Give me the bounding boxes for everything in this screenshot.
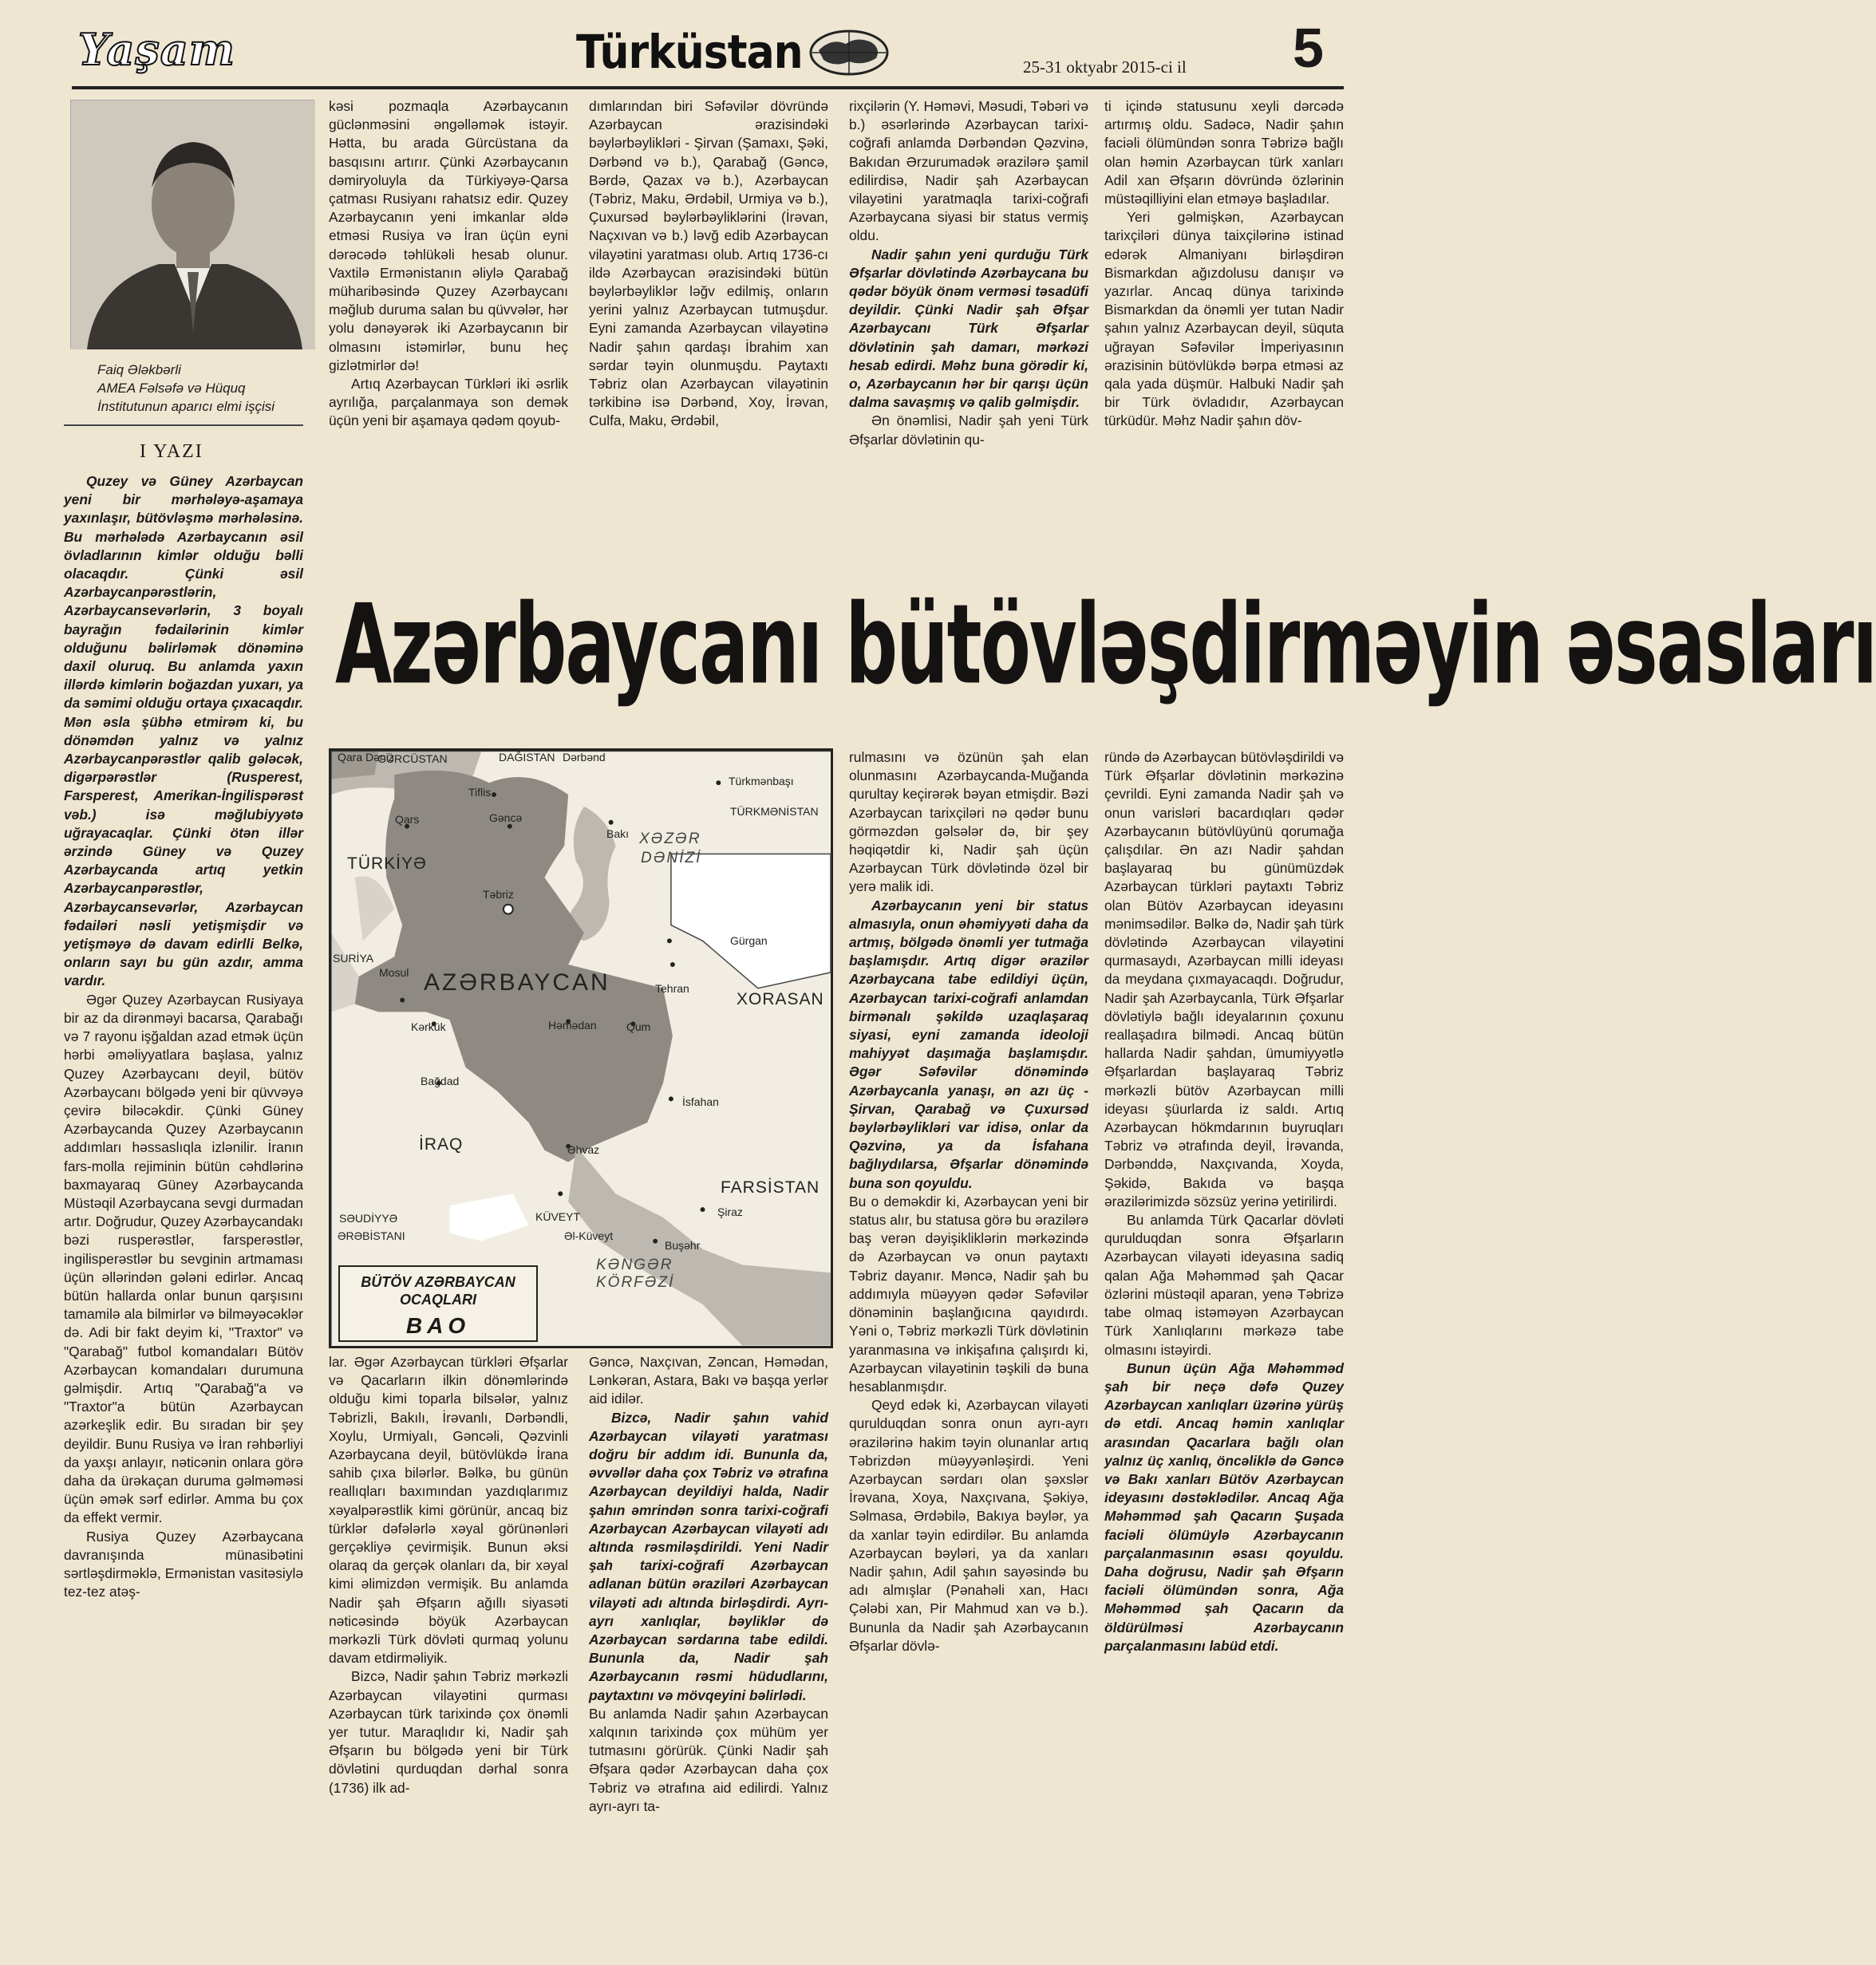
map-label-erebistani: ƏRƏBİSTANI	[338, 1229, 405, 1242]
page-number: 5	[1293, 17, 1324, 79]
map-label-azerbaycan: AZƏRBAYCAN	[424, 969, 610, 996]
map-label-xezer: XƏZƏR	[639, 831, 701, 847]
part-label: I YAZI	[140, 441, 203, 462]
map-figure	[329, 748, 833, 1348]
map-label-kenger: KƏNGƏR	[596, 1257, 673, 1273]
paragraph: ti içində statusunu xeyli dərcədə artırmış oldu. Sadəcə, Nadir şahın faciəli ölümündən sonra Təbrizə bağlı olan həmin Azərbaycan türk xanları Adil xan Əfşarın dövründə özlərinin müstəqilliyini elan etməyə başladılar.	[1104, 98, 1344, 207]
map-label-turkiye: TÜRKİYƏ	[347, 854, 427, 873]
map-label-korfezi: KÖRFƏZİ	[596, 1274, 675, 1291]
author-title-line2: İnstitutunun aparıcı elmi işçisi	[97, 399, 275, 414]
map-label-turkmenistan: TÜRKMƏNİSTAN	[730, 805, 819, 818]
map-label-gence: Gəncə	[489, 811, 523, 824]
paragraph: Bu o deməkdir ki, Azərbaycan yeni bir status alır, bu statusa görə bu ərazilərə baş verən dəyişikliklərin mərkəzində də Azərbaycan və onun paytaxtı Təbriz dayanır. Məncə, Nadir şah bu addımıyla müəyyən qədər Səfəvilər dönəminin başlanğıcına qayıdırdı. Yəni o, Təbriz mərkəzli Türk dövlətinin yaranmasına və inkişafına çalışırdı ki, Azərbaycan vilayətinin təşkili də buna hesablanmışdır.	[849, 1193, 1088, 1395]
paragraph: Ən önəmlisi, Nadir şah yeni Türk Əfşarlar dövlətinin qu-	[849, 412, 1088, 448]
paragraph: Bu anlamda Nadir şahın Azərbaycan xalqının tarixində çox mühüm yer tutmasını görürük. Çünki Nadir şah Əfşara qədər Azərbaycan daha çox Təbriz və ətrafına aid edilirdi. Yalnız ayrı-ayrı ta-	[589, 1705, 828, 1814]
masthead-title: Türküstan	[576, 26, 803, 80]
column-2-top	[329, 97, 568, 555]
paragraph: Əgər Quzey Azərbaycan Rusiyaya bir az da dirənməyi bacarsa, Qarabağı və 7 rayonu işğaldan azad etmək üçün hərbi əməliyyatlara başlasa, yalnız Quzey Azərbaycanı deyil, bütöv Azərbaycanı bölgədə yeni bir qüvvəyə çevirə biləcəkdir. Çünki Güney Azərbaycanda Quzey Azərbaycanın addımları həssaslıqla izlənilir. İranın fars-molla rejiminin bütün cəhdlərinə baxmayaraq Güney Azərbaycanda Müstəqil Azərbaycana sevgi durmadan artır. Doğrudur, Quzey Azərbaycandakı bəzi rusperəstlər, farsperəstlər, ingilisperəstlər bu sevginin artmaması üçün əllərindən gələni edirlər. Ancaq bütün hallarda onlar bunun qarşısını tamamilə ala bilmirlər və bilməyəcəklər də. Adi bir fakt deyim ki, "Traxtor" və "Qarabağ" futbol komandaları Bütöv Azərbaycan komandaları durumuna gəlmişdir. Artıq "Qarabağ"a və "Traxtor"a bütün Azərbaycan azərkeşlik edir. Bu sıradan bir şey deyildir. Bunu Rusiya və İran rəhbərliyi da yaxşı anlayır, nəticənin onlara görə daha da ürəkaçan duruma gəlməməsi üçün əmək sərf edirlər. Amma bu çox da effekt vermir.	[64, 991, 303, 1526]
column-2-bottom	[329, 1353, 568, 1961]
map-label-turkmenbasi: Türkmənbaşı	[729, 775, 794, 787]
map-label-qars: Qars	[395, 813, 420, 826]
paragraph: Azərbaycanın yeni bir status almasıyla, onun əhəmiyyəti daha da artmış, bölgədə önəmli yer tutmağa başlamışdır. Artıq digər ərazilər Azərbaycana tabe edildiyi üçün, Azərbaycan tarixi-coğrafi anlamdan birmənalı şəkildə uzaqlaşaraq siyasi, eyni zamanda ideoloji mahiyyət daşımağa başlamışdır. Əgər Səfəvilər dönəmində Azərbaycanla yanaşı, ən azı üç - Şirvan, Qarabağ və Çuxursəd bəylərbəylikləri var idisə, onlar da Qəzvinə, ya da İsfahana bağlıydılarsa, Əfşarlar dönəmində buna son qoyuldu.	[849, 897, 1088, 1191]
paragraph: kəsi pozmaqla Azərbaycanın güclənməsini əngəlləmək istəyir. Hətta, bu arada Gürcüstana da basqısını artırır. Çünki Azərbaycanın dəmiryoluyla da Türkiyəyə-Qarsa çatması Rusiyanı rahatsız edir. Quzey Azərbaycanın yeni imkanlar əldə etməsi Rusiya və İran üçün eyni dərəcədə təhlükəli hesab olunur. Vaxtilə Ermənistanın əliylə Qarabağ müharibəsində Quzey Azərbaycanı məğlub duruma salan bu qüvvələr, hər yolu dənəyərək iki Azərbaycanın bir olmasını istəmirlər, bunu heç gizlətmirlər də!	[329, 98, 568, 373]
map-label-siraz: Şiraz	[717, 1205, 743, 1218]
map-label-hemedan: Həmədan	[548, 1019, 597, 1032]
section-label: Yaşam	[78, 24, 235, 75]
paragraph: rulmasını və özünün şah elan olunmasını Azərbaycanda-Muğanda qurultay keçirərək bəyan etmişdir. Bəzi Azərbaycan tarixçiləri nə qədər bunu görməzdən gəlsələr də, bir şey həqiqətdir ki, Nadir şah üçün Azərbaycan Türk dövlətində özəl bir yerə malik idi.	[849, 749, 1088, 895]
map-label-elkuveyt: Əl-Küveyt	[564, 1229, 614, 1242]
paragraph: Rusiya Quzey Azərbaycana davranışında münasibətini sərtləşdirməklə, Ermənistan vasitəsiylə tez-tez atəş-	[64, 1528, 303, 1600]
paragraph: rixçilərin (Y. Həməvi, Məsudi, Təbəri və b.) əsərlərində Azərbaycan tarixi-coğrafi anlamda Dərbəndən Qəzvinə, Bakıdan Ərzurumadək ərazilərə şamil edilirdisə, Nadir şah Azərbaycan vilayətini yaratmaqla tarixi-coğrafi Azərbaycana siyasi bir status vermiş oldu.	[849, 98, 1088, 244]
map-graphic	[331, 751, 831, 1346]
map-label-baki: Bakı	[606, 827, 630, 840]
paragraph: Qeyd edək ki, Azərbaycan vilayəti qurulduqdan sonra onun ayrı-ayrı ərazilərinə hakim təyin olunanlar artıq Təbrizdən müəyyənləşirdi. Yeni Azərbaycan sərdarı olan şəxslər İrəvana, Xoya, Naxçıvana, Şəkiyə, Səlmasa, Ərdəbilə, Bakıya bəylər, ya da xanlar təyin edirdilər. Bu anlamda Azərbaycan bəyləri, ya da xanları Nadir şahın, Adil şahın sayəsində bu adı almışlar (Pənahəli xan, Hacı Çələbi xan, Pir Mahmud xan və b.). Bununla da Nadir şah Azərbaycanın Əfşarlar dövlə-	[849, 1397, 1088, 1654]
map-label-suriya: SURİYA	[333, 952, 374, 965]
legend-title: BÜTÖV AZƏRBAYCAN OCAQLARI	[361, 1274, 515, 1308]
map-label-qum: Qum	[626, 1020, 651, 1033]
caption-rule	[64, 424, 303, 426]
map-label-busehr: Buşəhr	[665, 1239, 701, 1252]
headline: Azərbaycanı bütövləşdirməyin əsasları	[335, 581, 1876, 709]
map-label-gurcustan: GÜRCÜSTAN	[377, 752, 448, 765]
header-rule	[72, 86, 1344, 89]
masthead	[576, 27, 871, 78]
author-name: Faiq Ələkbərli	[97, 362, 181, 377]
map-label-derbend: Dərbənd	[563, 751, 606, 764]
map-label-qara-deniz: Qara Dəniz	[338, 751, 394, 764]
paragraph: dımlarından biri Səfəvilər dövründə Azərbaycan ərazisindəki bəylərbəylikləri - Şirvan (Şamaxı, Şəki, Dərbənd və b.), Qarabağ (Gəncə, Bərdə, Qazax və b.), Azərbaycan (Təbriz, Maku, Ərdəbil, Urmiya və b.), Çuxursəd bəylərbəyliklərini (İrəvan, Naçxıvan və b.) ləvğ edib Azərbaycan vilayətini yaratması olub. Artıq 1736-cı ildə Azərbaycan ərazisindəki bütün bəylərbəyliklər ləğv edilmiş, onların yerini yalnız Azərbaycan tutmuşdur. Eyni zamanda Azərbaycan vilayətinə Nadir şahın qardaşı İbrahim xan sərdar təyin olunmuşdu. Paytaxtı Təbriz olan Azərbaycan vilayətinin tərkibinə isə Dərbənd, Xoy, İrəvan, Culfa, Maku, Ərdəbil,	[589, 98, 828, 429]
map-label-gurgan: Gürgan	[730, 934, 768, 947]
author-portrait-icon	[71, 101, 315, 349]
paragraph: Gəncə, Naxçıvan, Zəncan, Həmədan, Lənkəran, Astara, Bakı və başqa yerlər aid idilər.	[589, 1354, 828, 1407]
legend-brand: BAO	[405, 1313, 471, 1338]
map-legend	[338, 1265, 538, 1342]
map-label-denizi: DƏNİZİ	[641, 850, 702, 866]
map-label-xorasan: XORASAN	[737, 990, 824, 1008]
column-3-top	[589, 97, 828, 555]
map-label-ehvaz: Əhvaz	[567, 1143, 600, 1156]
map-label-tehran: Tehran	[655, 982, 689, 995]
column-4-top	[849, 97, 1088, 555]
map-label-seudiyye: SƏUDİYYƏ	[339, 1212, 398, 1225]
paragraph: lar. Əgər Azərbaycan türkləri Əfşarlar və Qacarların ilkin dönəmlərində olduğu kimi toparla bilsələr, yalnız Təbrizli, Bakılı, İrəvanlı, Dərbəndli, Xoylu, Urmiyalı, Gəncəli, Qəzvinli Azərbaycana deyil, bütövlükdə İrana sahib çıxa bilərlər. Bəlkə, bu günün reallıqları baxımından yazdıqlarımız xəyalpərəstlik kimi görünür, ancaq biz türklər dəfələrlə xəyal görünənləri gerçəkliyə çevirmişik. Bunun əksi olaraq da gerçək olanları da, bir xəyal kimi əlimizdən vermişik. Bu anlamda Nadir şah Əfşarın ağıllı siyasəti nəticəsində böyük Azərbaycan mərkəzli Türk dövləti qurmaq yolunu davam etdirməliyik.	[329, 1354, 568, 1667]
map-label-kerkuk: Kərkük	[411, 1020, 446, 1033]
paragraph: Artıq Azərbaycan Türkləri iki əsrlik ayrılığa, parçalanmaya son demək üçün yeni bir aşamaya qədəm qoyub-	[329, 376, 568, 429]
paragraph: Bizcə, Nadir şahın vahid Azərbaycan vilayəti yaratması doğru bir addım idi. Bununla da, əvvəllər daha çox Təbriz və ətrafına Azərbaycan deyildiyi halda, Nadir şahın əmrindən sonra tarixi-coğrafi Azərbaycan Azərbaycan vilayəti adı altında rəsmiləşdirildi. Yeni Nadir şah tarixi-coğrafi Azərbaycan adlanan bütün əraziləri Azərbaycan vilayəti adı altında birləşdirdi. Ayrı-ayrı xanlıqlar, bəyliklər də Azərbaycan sərdarına tabe edildi. Bununla da, Nadir şah Azərbaycanın rəsmi hüdudlarını, paytaxtını və mövqeyini bəlirlədi.	[589, 1409, 828, 1703]
author-title-line1: AMEA Fəlsəfə və Hüquq	[97, 381, 246, 396]
paragraph: ründə də Azərbaycan bütövləşdirildi və Türk Əfşarlar dövlətinin mərkəzinə çevrildi. Eyni zamanda Nadir şah və onun varisləri bacardıqları qədər Azərbaycanın bütövlüyünü qorumağa çalışdılar. Ən azı Nadir şahdan başlayaraq bu günümüzdək Azərbaycan türkləri paytaxtı Təbriz olan Bütöv Azərbaycan ideyasını mənimsədilər. Bəlkə də, Nadir şah türk dövlətində Azərbaycan vilayətini qurmasaydı, Azərbaycan milli ideyası da meydana çıxmayacaqdı. Doğrudur, Nadir şah Azərbaycanla, Türk Əfşarlar dövlətiylə bağlı ideyalarının çoxunu reallaşadıra bilmədi. Ancaq bütün hallarda Nadir şahdan, ümumiyyətlə Əfşarlardan başlayaraq Təbriz mərkəzli bütöv Azərbaycan milli ideyası şüurlarda iz saldı. Artıq Azərbaycan hökmdarının buyruqları Təbriz və ətrafında deyil, İrəvanda, Dərbənddə, Naxçıvanda, Xoyda, Şəkidə, Bakıda və başqa ərazilərimizdə sözsüz yerinə yetirilirdi.	[1104, 749, 1344, 1209]
paragraph: Bizcə, Nadir şahın Təbriz mərkəzli Azərbaycan vilayətini qurması Azərbaycan türk tarixində çox önəmli yer tutur. Maraqlıdır ki, Nadir şah Əfşarın bu bölgədə yeni bir Türk dövlətini qurduqdan dərhal sonra (1736) ilk ad-	[329, 1668, 568, 1796]
paragraph: Yeri gəlmişkən, Azərbaycan tarixçiləri dünya taixçilərinə istinad edərək Almaniyanı birləşdirən Bismarkdan ağızdolusu danışır və yazırlar. Ancaq dünya tarixində Bismarkdan da önəmli yer tutan Nadir şahın yalnız Azərbaycan deyil, süquta uğrayan Səfəvilər İmperiyasının ərazisinin bütövlükdə bərpa etməsi az qala yada düşmür. Halbuki Nadir şah bir Türk övladıdır, Azərbaycan türküdür. Məhz Nadir şahın döv-	[1104, 209, 1344, 429]
map-label-isfahan: İsfahan	[682, 1095, 719, 1108]
map-label-mosul: Mosul	[379, 966, 409, 979]
map-label-bagdad: Bağdad	[421, 1075, 460, 1087]
map-label-farsistan: FARSİSTAN	[721, 1178, 820, 1197]
map-label-tiflis: Tiflis	[468, 786, 492, 799]
map-label-kuveyt: KÜVEYT	[535, 1210, 581, 1223]
column-4-bottom	[849, 748, 1088, 1961]
author-caption	[97, 361, 321, 432]
map-label-iraq: İRAQ	[419, 1135, 464, 1154]
column-1	[64, 472, 303, 1961]
issue-date: 25-31 oktyabr 2015-ci il	[1023, 57, 1187, 77]
map-label-dagistan: DAĞISTAN	[499, 751, 555, 764]
paragraph: Quzey və Güney Azərbaycan yeni bir mərhələyə-aşamaya yaxınlaşır, bütövləşmə mərhələsinə. Bu mərhələdə Azərbaycanın əsil övladlarının kimlər olduğu bəlli olacaqdır. Çünki əsil Azərbaycanpərəstlərin, Azərbaycansevərlərin, 3 boyalı bayrağın fədailərinin kimlər olduğunu bəlirləmək dönəminə daxil oluruq. Bu anlamda yaxın illərdə kimlərin boğazdan yuxarı, ya da səmimi olduğu ortaya çıxacaqdır. Mən əsla şübhə etmirəm ki, bu dönəmdən yalnız və yalnız Azərbaycanpərəstlər qalib gələcək, digərpərəstlər (Rusperest, Farsperest, Amerikan-İngilispərəst vəb.) isə məğlubiyyətə uğrayacaqlar. Çünki ötən illər ərzində Güney və Quzey Azərbaycanda artıq yetkin Azərbaycanpərəstlər, Azərbaycansevərlər, Azərbaycan fədailəri nəsli yetişmişdir və yetişməyə də davam edirlli Belkə, onların sayı bu gün azdır, amma vardır.	[64, 473, 303, 989]
column-3-bottom	[589, 1353, 828, 1961]
paragraph: Bunun üçün Ağa Məhəmməd şah bir neçə dəfə Quzey Azərbaycan xanlıqları üzərinə yürüş də etdi. Ancaq həmin xanlıqlar arasından Qacarlara bağlı olan yalnız üç xanlıq, öncəliklə də Gəncə və Bakı xanları Bütöv Azərbaycan ideyasını dəstəklədilər. Ancaq Ağa Məhəmməd şah Qacarın Şuşada faciəli ölümüylə Azərbaycanın parçalanmasının əsası qoyuldu. Daha doğrusu, Nadir şah Əfşarın faciəli ölümündən sonra, Ağa Məhəmməd şah Qacarın da öldürülməsi Azərbaycanın parçalanmasını labüd etdi.	[1104, 1359, 1344, 1654]
globe-logo-icon	[808, 28, 891, 77]
paragraph: Bu anlamda Türk Qacarlar dövləti qurulduqdan sonra Əfşarların Azərbaycan vilayəti ideyasına sadiq qalan Ağa Məhəmməd şah Qacar özlərini müstəqil aparan, yenə Təbrizə tabe olmaq istəməyən Azərbaycan Türk Xanlıqlarını mərkəzə tabe olmasını istəyirdi.	[1104, 1212, 1344, 1358]
column-5-top	[1104, 97, 1344, 555]
author-photo	[70, 100, 314, 349]
map-label-tebriz: Təbriz	[483, 888, 514, 901]
column-5-bottom	[1104, 748, 1344, 1961]
paragraph: Nadir şahın yeni qurduğu Türk Əfşarlar dövlətində Azərbaycana bu qədər böyük önəm verməsi təsadüfi deyildir. Çünki Nadir şah Əfşar Azərbaycanı Türk Əfşarlar dövlətinin şah damarı, mərkəzi hesab edirdi. Məhz buna görədir ki, o, Azərbaycanın hər bir qarışı üçün dalma savaşmış və qalib gəlmişdir.	[849, 246, 1088, 411]
